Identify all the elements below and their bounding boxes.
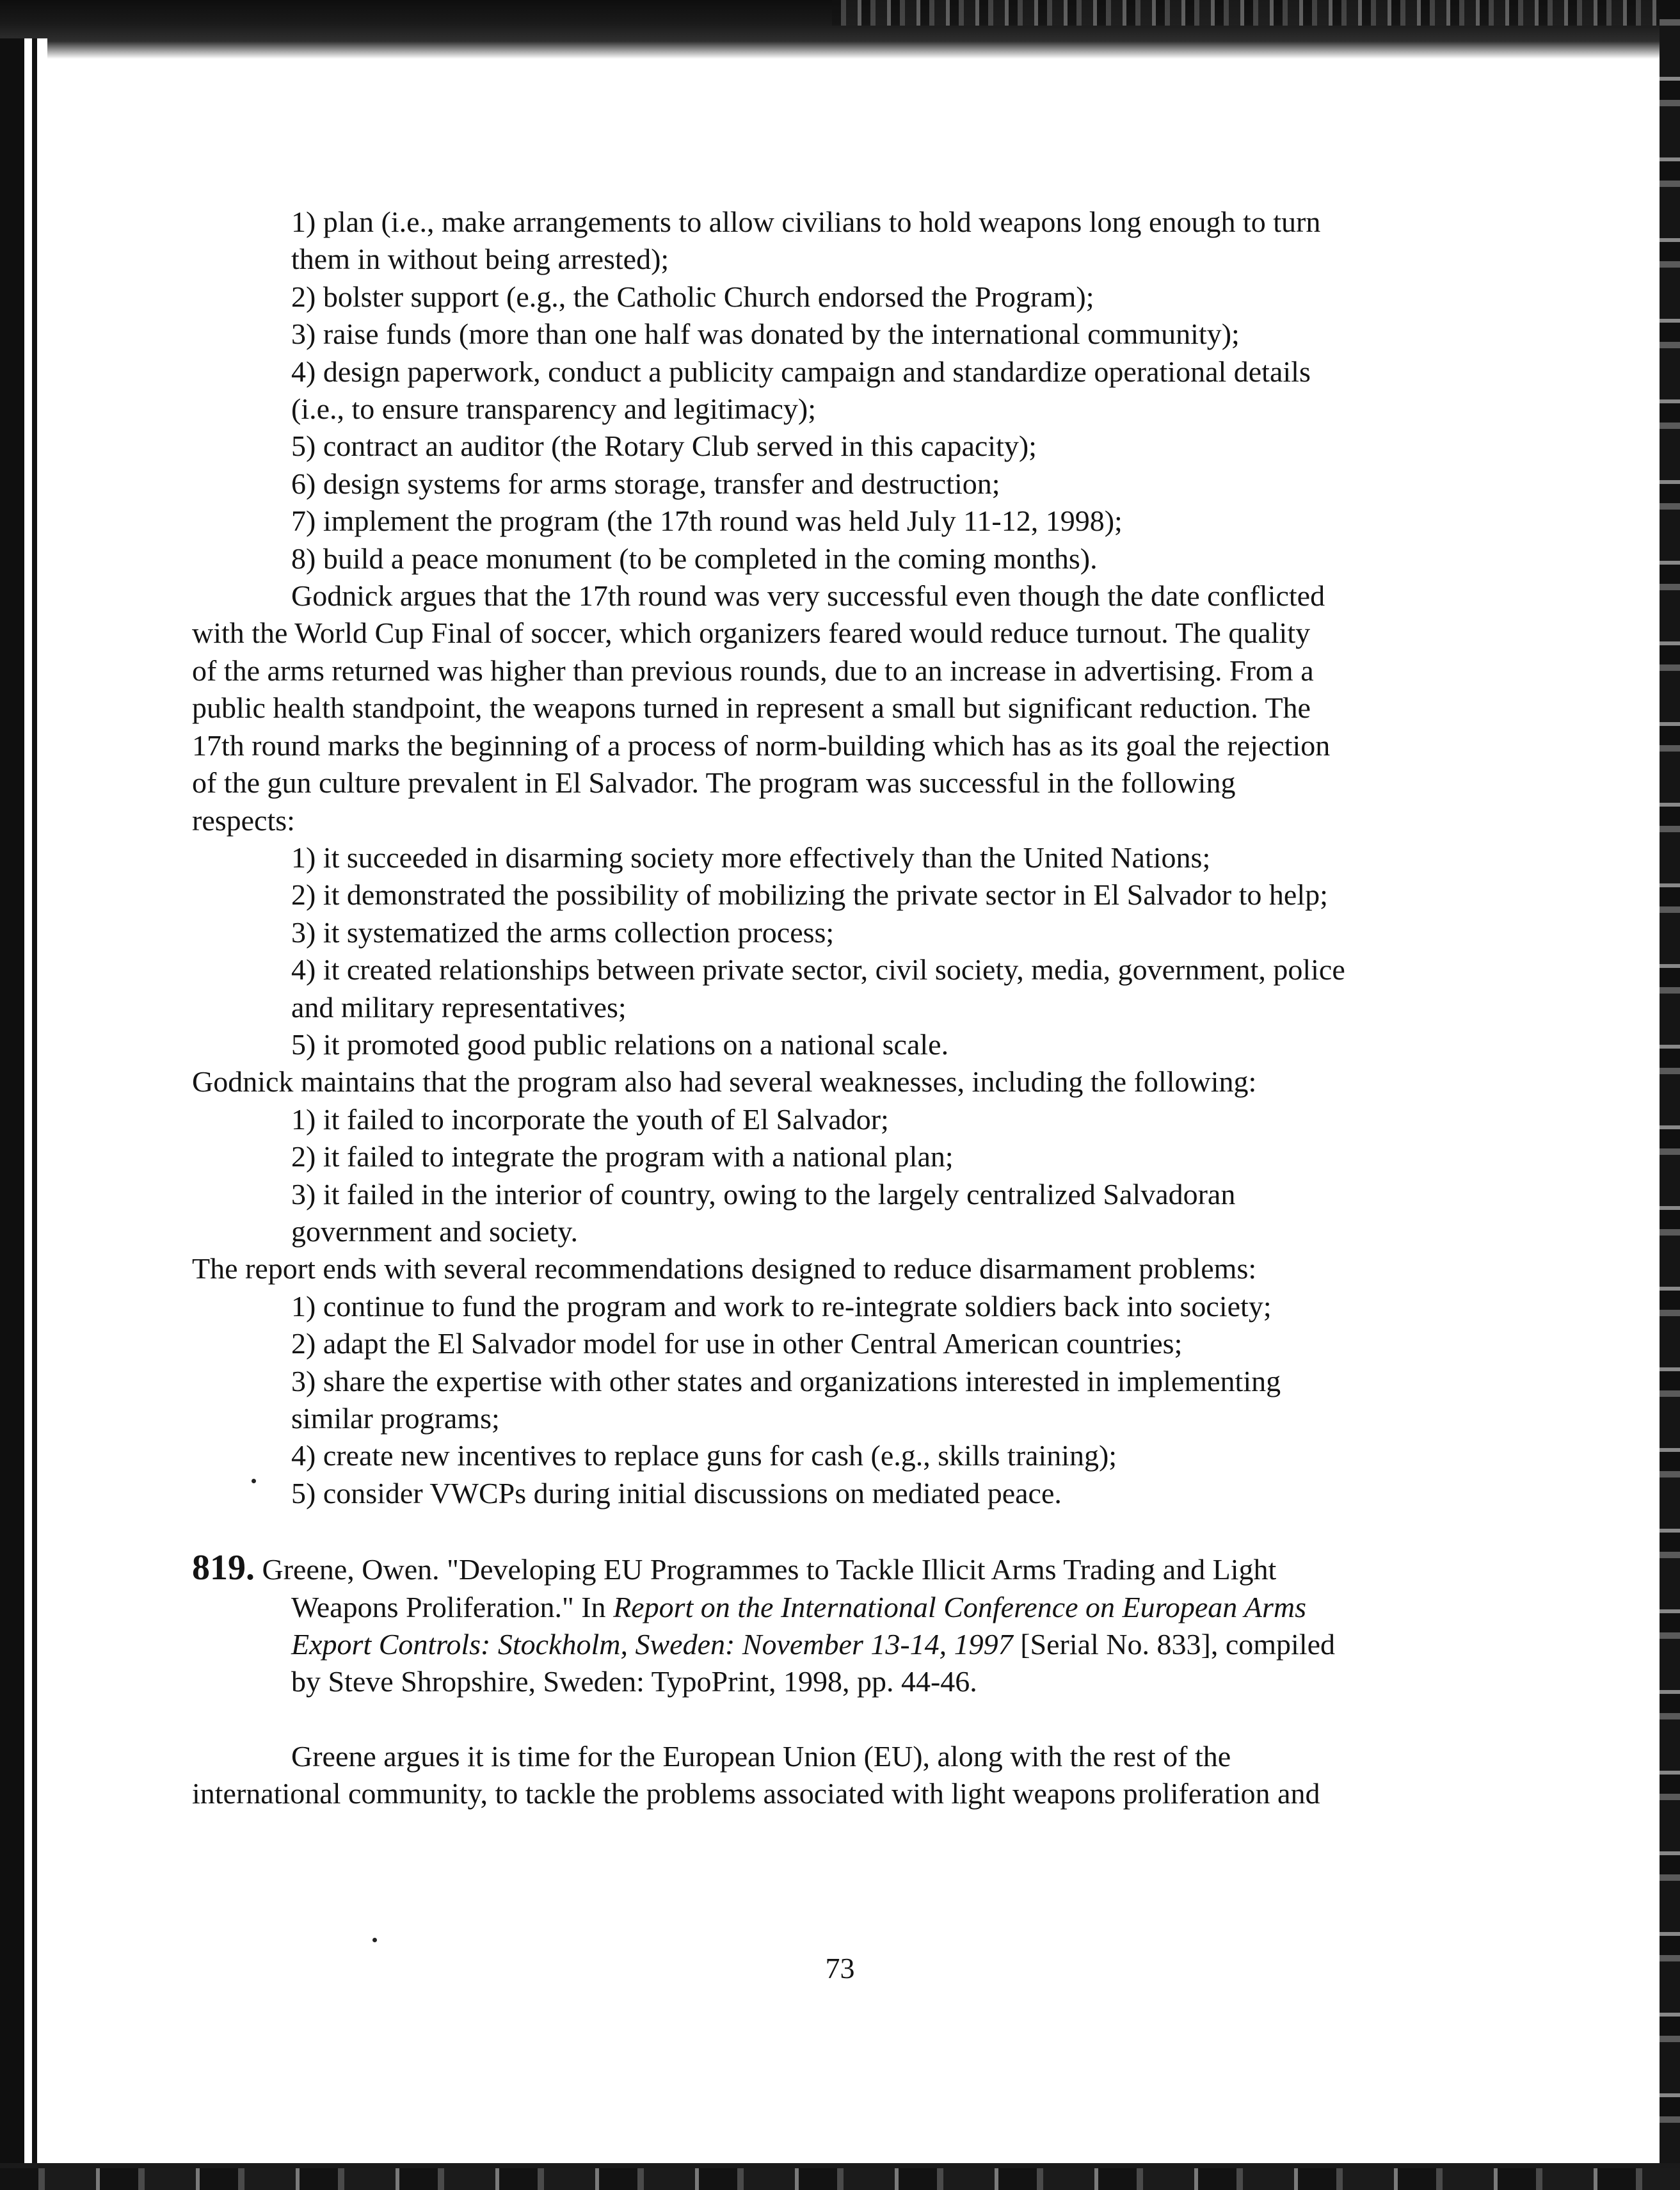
paragraph-line: Greene argues it is time for the European Union (EU), along with the rest of the xyxy=(291,1739,1231,1773)
scan-border-bottom xyxy=(0,2168,1680,2190)
paragraph-line: 17th round marks the beginning of a process of norm-building which has as its goal the rejection xyxy=(192,729,1331,762)
list-item: 5) consider VWCPs during initial discussions on mediated peace. xyxy=(291,1476,1062,1510)
list-item: similar programs; xyxy=(291,1402,500,1435)
paragraph-line: public health standpoint, the weapons turned in represent a small but significant reduction. The xyxy=(192,691,1311,725)
list-item: 3) it failed in the interior of country, owing to the largely centralized Salvadoran xyxy=(291,1177,1236,1211)
entry-source-title: Export Controls: Stockholm, Sweden: November 13-14, 1997 xyxy=(291,1628,1013,1661)
list-item: 2) bolster support (e.g., the Catholic Church endorsed the Program); xyxy=(291,280,1094,313)
entry-citation-line: by Steve Shropshire, Sweden: TypoPrint, 1998, pp. 44-46. xyxy=(291,1665,977,1698)
list-item: 5) contract an auditor (the Rotary Club served in this capacity); xyxy=(291,430,1037,463)
greene-paragraph xyxy=(192,1738,1446,1813)
document-body xyxy=(192,204,1446,1813)
entry-number: 819. xyxy=(192,1548,255,1588)
list-item: 4) create new incentives to replace guns for cash (e.g., skills training); xyxy=(291,1439,1117,1472)
stray-mark xyxy=(252,1479,256,1483)
list-item: (i.e., to ensure transparency and legitimacy); xyxy=(291,392,817,426)
paragraph-line: with the World Cup Final of soccer, which organizers feared would reduce turnout. The quality xyxy=(192,616,1311,650)
list-item: 5) it promoted good public relations on a national scale. xyxy=(291,1027,949,1061)
list-item: 1) continue to fund the program and work to re-integrate soldiers back into society; xyxy=(291,1289,1272,1323)
list-item: government and society. xyxy=(291,1214,578,1248)
paragraph-line: international community, to tackle the problems associated with light weapons proliferation and xyxy=(192,1777,1320,1810)
entry-citation-line: [Serial No. 833], compiled xyxy=(1012,1628,1336,1661)
scan-border-left xyxy=(0,38,47,2190)
success-list xyxy=(192,839,1446,1063)
list-item: 6) design systems for arms storage, transfer and destruction; xyxy=(291,467,1000,500)
list-item: 1) it succeeded in disarming society more effectively than the United Nations; xyxy=(291,841,1211,874)
paragraph-line: respects: xyxy=(192,803,295,837)
entry-source-title: Report on the International Conference on European Arms xyxy=(613,1590,1307,1623)
list-item: 3) raise funds (more than one half was donated by the international community); xyxy=(291,318,1240,351)
stray-mark xyxy=(372,1938,377,1942)
weakness-intro: Godnick maintains that the program also had several weaknesses, including the following: xyxy=(192,1065,1257,1099)
list-item: 3) share the expertise with other states and organizations interested in implementing xyxy=(291,1364,1281,1397)
success-paragraph xyxy=(192,577,1446,839)
recommendations-list xyxy=(192,1288,1446,1512)
plan-steps-list xyxy=(192,204,1446,577)
spacer xyxy=(192,1701,1446,1738)
entry-citation-line: Weapons Proliferation." In xyxy=(291,1590,614,1623)
list-item: 8) build a peace monument (to be completed in the coming months). xyxy=(291,542,1098,575)
list-item: them in without being arrested); xyxy=(291,243,669,276)
list-item: 2) it failed to integrate the program with a national plan; xyxy=(291,1140,954,1173)
list-item: 4) design paperwork, conduct a publicity campaign and standardize operational details xyxy=(291,355,1311,388)
scan-noise-top xyxy=(832,0,1680,26)
list-item: 3) it systematized the arms collection process; xyxy=(291,915,835,949)
scan-line-bottom xyxy=(0,2163,1680,2168)
page-number: 73 xyxy=(825,1952,855,1985)
bibliography-entry xyxy=(192,1549,1446,1701)
list-item: 4) it created relationships between private sector, civil society, media, government, police xyxy=(291,953,1345,986)
paragraph-line: of the gun culture prevalent in El Salvador. The program was successful in the following xyxy=(192,766,1236,800)
entry-citation-line: Greene, Owen. "Developing EU Programmes to Tackle Illicit Arms Trading and Light xyxy=(262,1553,1277,1586)
recommendations-intro: The report ends with several recommendations designed to reduce disarmament problems: xyxy=(192,1252,1257,1285)
list-item: 1) it failed to incorporate the youth of El Salvador; xyxy=(291,1102,889,1136)
list-item: 2) it demonstrated the possibility of mobilizing the private sector in El Salvador to help; xyxy=(291,878,1328,912)
weakness-list xyxy=(192,1101,1446,1251)
paragraph-line: Godnick argues that the 17th round was very successful even though the date conflicted xyxy=(291,579,1325,613)
paragraph-line: of the arms returned was higher than previous rounds, due to an increase in advertising. From a xyxy=(192,654,1314,687)
list-item: 1) plan (i.e., make arrangements to allow civilians to hold weapons long enough to turn xyxy=(291,205,1321,238)
scan-border-right xyxy=(1660,0,1680,2190)
spacer xyxy=(192,1512,1446,1549)
list-item: and military representatives; xyxy=(291,990,627,1024)
list-item: 2) adapt the El Salvador model for use in other Central American countries; xyxy=(291,1327,1183,1360)
list-item: 7) implement the program (the 17th round was held July 11-12, 1998); xyxy=(291,504,1123,538)
